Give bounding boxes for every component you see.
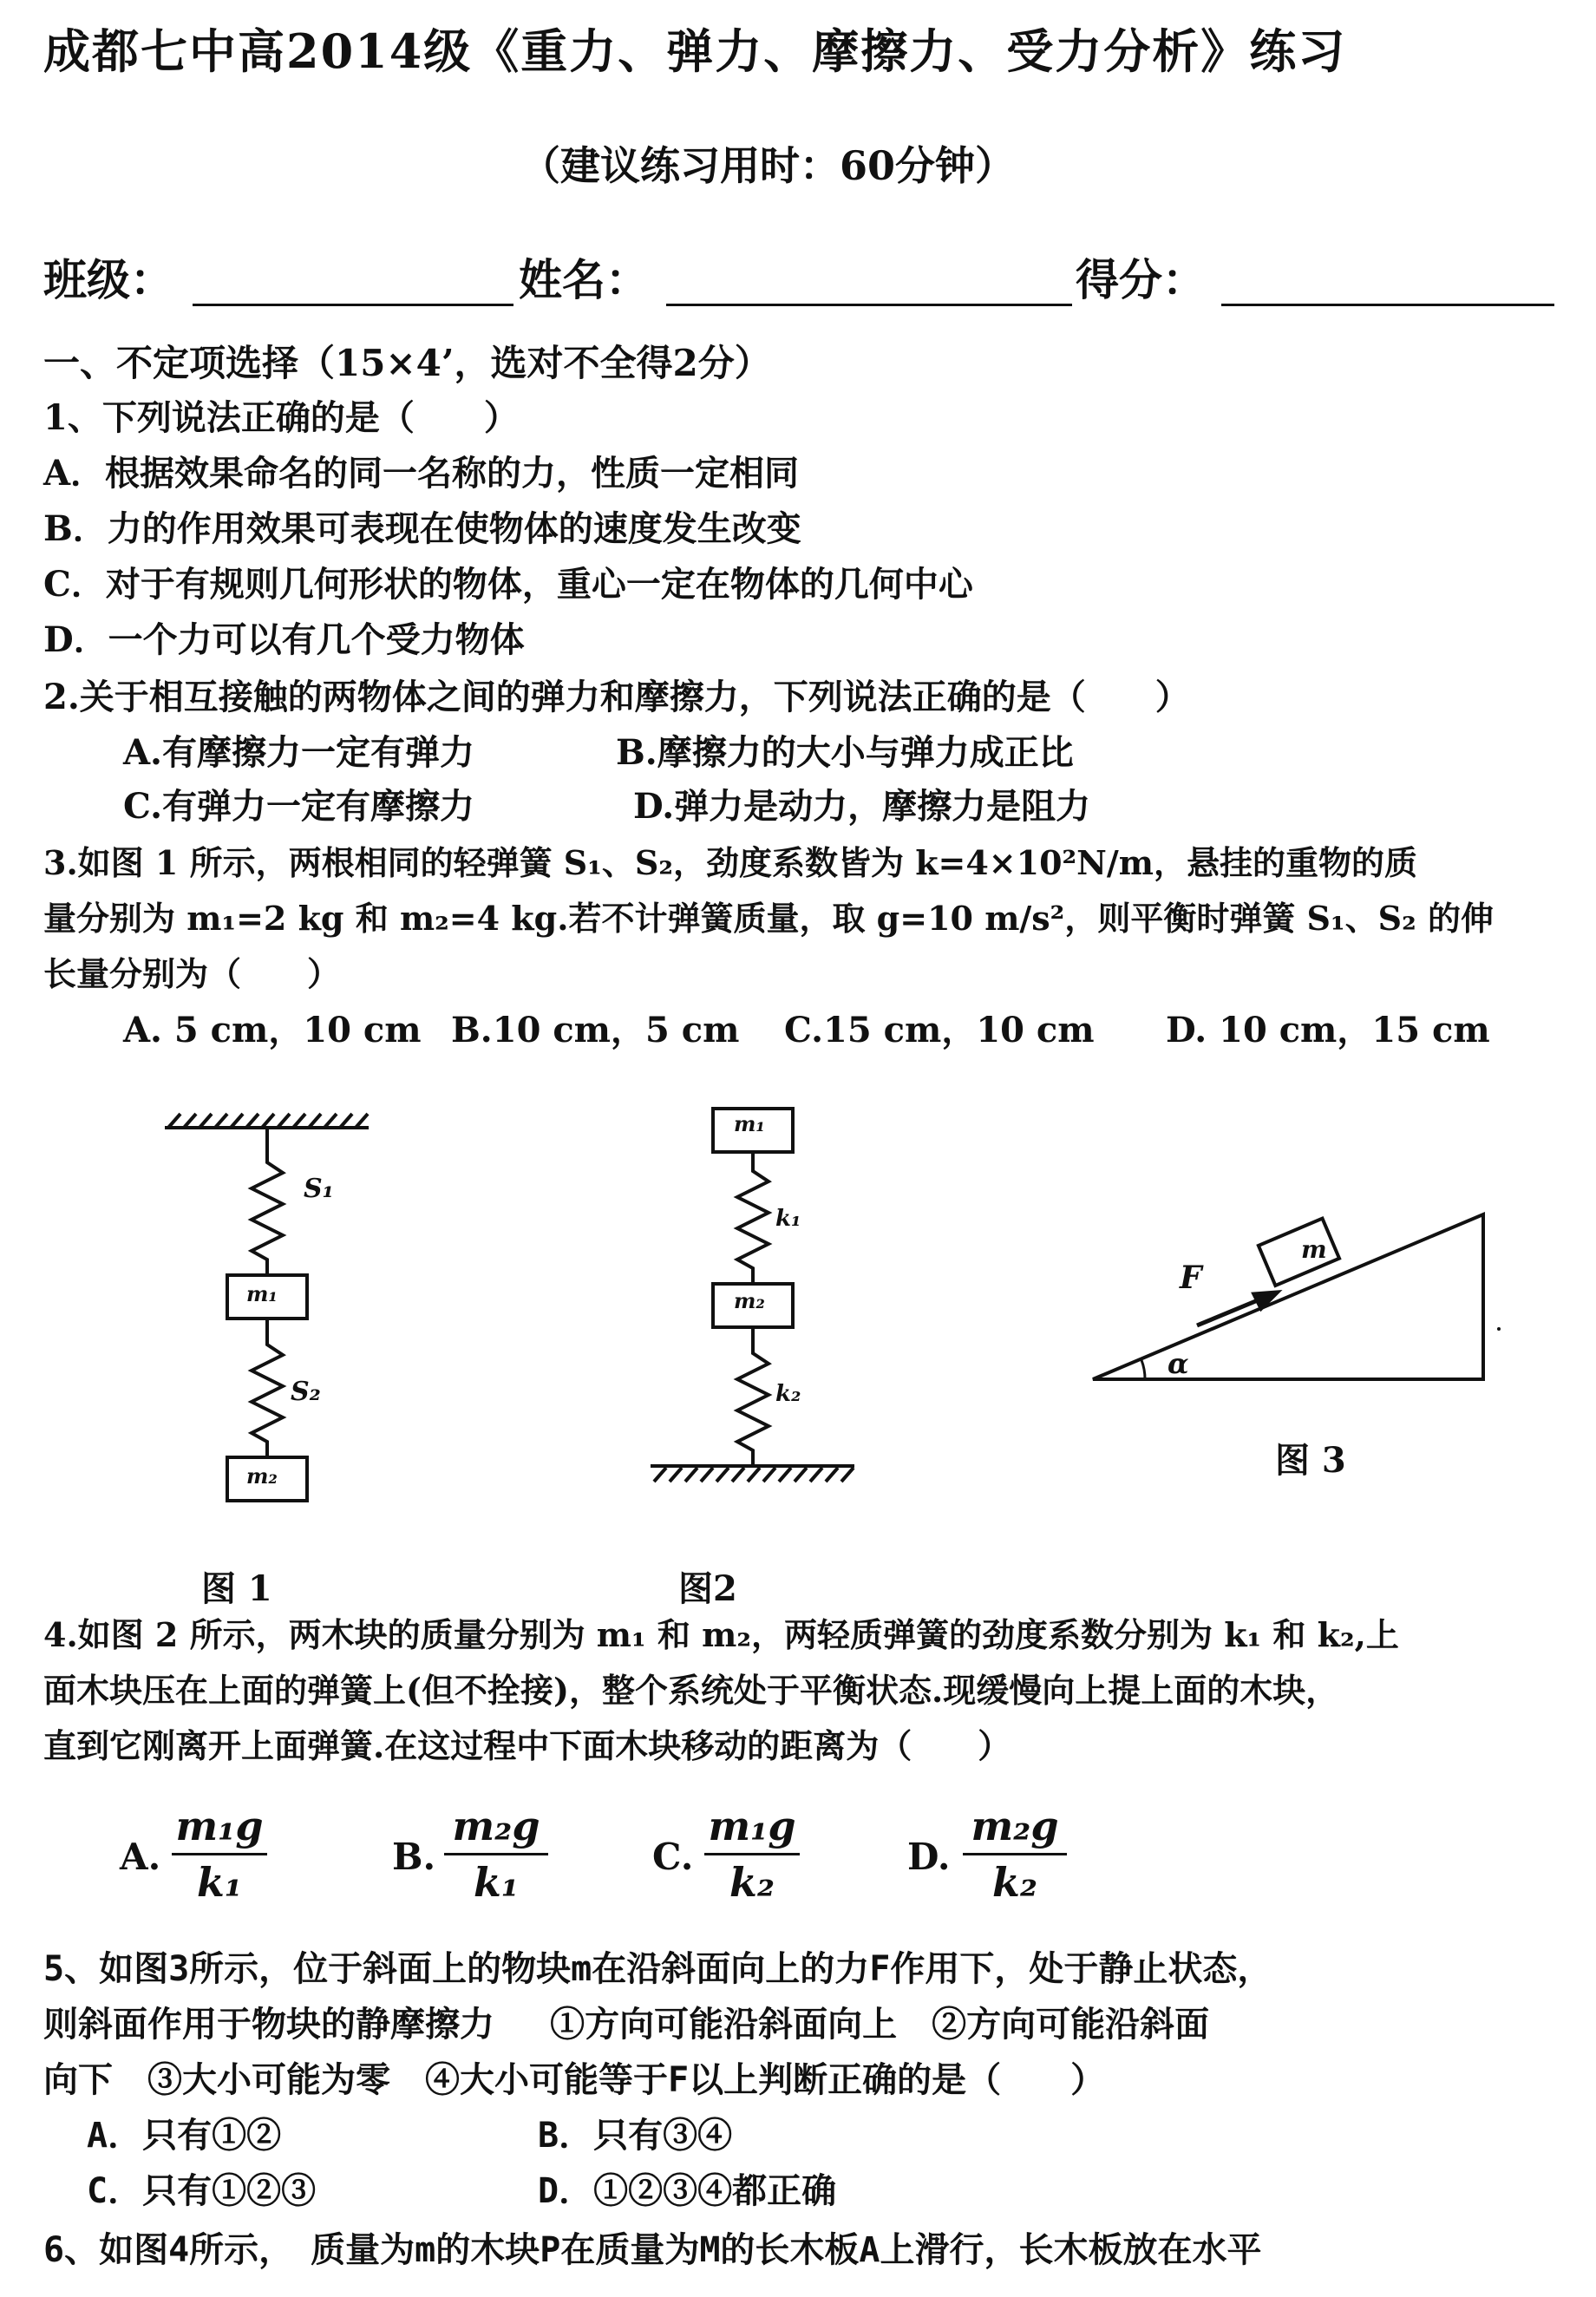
score-blank[interactable]: [1221, 304, 1554, 306]
label-k1: k₁: [775, 1206, 801, 1232]
floor: [651, 1466, 854, 1482]
page-title: 成都七中高2014级《重力、弹力、摩擦力、受力分析》练习: [43, 23, 1347, 79]
spring-k2: [737, 1327, 769, 1466]
q3-option-c[interactable]: C.15 cm，10 cm: [784, 1010, 1095, 1050]
class-label: 班级：: [43, 254, 173, 305]
q4-option-c-label[interactable]: C.: [652, 1836, 694, 1878]
q4-option-a-label[interactable]: A.: [120, 1836, 161, 1878]
q5-line1: 5、如图3所示，位于斜面上的物块m在沿斜面向上的力F作用下，处于静止状态，: [43, 1949, 1272, 1989]
q4-option-a-numerator: m₁g: [175, 1803, 264, 1849]
q4-option-d-numerator: m₂g: [971, 1803, 1059, 1849]
q1-option-d[interactable]: D．一个力可以有几个受力物体: [43, 619, 525, 660]
q4-line3: 直到它刚离开上面弹簧.在这过程中下面木块移动的距离为（ ）: [43, 1726, 1011, 1765]
score-label: 得分：: [1076, 254, 1206, 305]
block-m: [1259, 1219, 1339, 1286]
spring-k1: [737, 1152, 769, 1284]
q2-option-a[interactable]: A.有摩擦力一定有弹力: [123, 732, 474, 773]
q4-line2: 面木块压在上面的弹簧上(但不拴接)，整个系统处于平衡状态.现缓慢向上提上面的木块，: [43, 1671, 1339, 1710]
q4-option-b-label[interactable]: B.: [392, 1836, 436, 1878]
q5-option-d[interactable]: D．①②③④都正确: [538, 2171, 837, 2211]
label-k2: k₂: [775, 1381, 801, 1407]
spring-s2: [252, 1319, 283, 1457]
label-fig1-m2: m₂: [246, 1463, 278, 1489]
q4-option-c-fraction[interactable]: [704, 1803, 800, 1906]
q3-line2: 量分别为 m₁=2 kg 和 m₂=4 kg.若不计弹簧质量，取 g=10 m/s²，则平衡时弹簧 S₁、S₂ 的伸: [43, 899, 1494, 938]
q2-option-b[interactable]: B.摩擦力的大小与弹力成正比: [616, 732, 1074, 773]
label-force: F: [1180, 1260, 1202, 1296]
q5-line3: 向下 ③大小可能为零 ④大小可能等于F以上判断正确的是（ ）: [43, 2060, 1106, 2100]
ceiling: [165, 1114, 369, 1128]
figure-1: [156, 1110, 382, 1518]
fraction-bar: [172, 1853, 267, 1855]
label-angle: α: [1168, 1347, 1189, 1380]
q3-option-a[interactable]: A. 5 cm，10 cm: [123, 1010, 422, 1050]
q4-option-a-fraction[interactable]: [172, 1803, 267, 1906]
label-fig2-m2: m₂: [734, 1288, 765, 1313]
section-heading: 一、不定项选择（15×4’，选对不全得2分）: [43, 342, 771, 384]
label-mass: m: [1301, 1235, 1327, 1264]
q4-option-b-numerator: m₂g: [452, 1803, 540, 1849]
page-subtitle: （建议练习用时：60分钟）: [520, 142, 1016, 189]
fraction-bar: [444, 1853, 548, 1855]
figure-2-caption: 图2: [678, 1568, 737, 1609]
figure-1-caption: 图 1: [201, 1568, 272, 1609]
class-blank[interactable]: [193, 304, 513, 306]
q5-option-c[interactable]: C．只有①②③: [87, 2171, 317, 2211]
q5-option-a[interactable]: A．只有①②: [87, 2116, 282, 2156]
label-fig1-m1: m₁: [246, 1281, 278, 1306]
q2-option-d[interactable]: D.弹力是动力，摩擦力是阻力: [633, 786, 1091, 827]
figure-3-caption: 图 3: [1275, 1440, 1346, 1481]
q4-option-d-fraction[interactable]: [963, 1803, 1067, 1906]
q6-line1: 6、如图4所示， 质量为m的木块P在质量为M的长木板A上滑行，长木板放在水平: [43, 2230, 1262, 2270]
fraction-bar: [963, 1853, 1067, 1855]
q4-option-b-denominator: k₁: [473, 1859, 520, 1906]
spring-s1: [252, 1128, 283, 1275]
name-label: 姓名：: [519, 254, 649, 305]
q5-line2: 则斜面作用于物块的静摩擦力 ①方向可能沿斜面向上 ②方向可能沿斜面: [43, 2005, 1210, 2045]
q2-stem: 2.关于相互接触的两物体之间的弹力和摩擦力，下列说法正确的是（ ）: [43, 677, 1190, 717]
q3-line1: 3.如图 1 所示，两根相同的轻弹簧 S₁、S₂，劲度系数皆为 k=4×10²N/m，悬挂的重物的质: [43, 843, 1417, 882]
dot: [1497, 1327, 1501, 1331]
q4-line1: 4.如图 2 所示，两木块的质量分别为 m₁ 和 m₂，两轻质弹簧的劲度系数分别为 k₁ 和 k₂,上: [43, 1615, 1399, 1654]
label-s2: S₂: [291, 1377, 321, 1407]
q3-option-d[interactable]: D. 10 cm，15 cm: [1166, 1010, 1490, 1050]
fraction-bar: [704, 1853, 800, 1855]
q4-option-d-denominator: k₂: [991, 1859, 1038, 1906]
q1-option-c[interactable]: C．对于有规则几何形状的物体，重心一定在物体的几何中心: [43, 564, 973, 605]
q2-option-c[interactable]: C.有弹力一定有摩擦力: [123, 786, 475, 827]
q4-option-a-denominator: k₁: [196, 1859, 243, 1906]
q3-option-b[interactable]: B.10 cm，5 cm: [451, 1010, 740, 1050]
q4-option-c-numerator: m₁g: [708, 1803, 796, 1849]
label-s1: S₁: [304, 1174, 334, 1204]
q3-line3: 长量分别为（ ）: [43, 954, 341, 993]
q1-option-b[interactable]: B．力的作用效果可表现在使物体的速度发生改变: [43, 508, 801, 549]
q1-option-a[interactable]: A．根据效果命名的同一名称的力，性质一定相同: [43, 453, 800, 494]
q4-option-b-fraction[interactable]: [444, 1803, 548, 1906]
figure-3: [1084, 1197, 1518, 1414]
label-fig2-m1: m₁: [734, 1111, 765, 1136]
q4-option-c-denominator: k₂: [729, 1859, 775, 1906]
q1-stem: 1、下列说法正确的是（ ）: [43, 397, 519, 438]
q4-option-d-label[interactable]: D.: [907, 1836, 951, 1878]
name-blank[interactable]: [666, 304, 1072, 306]
q5-option-b[interactable]: B．只有③④: [538, 2116, 733, 2156]
